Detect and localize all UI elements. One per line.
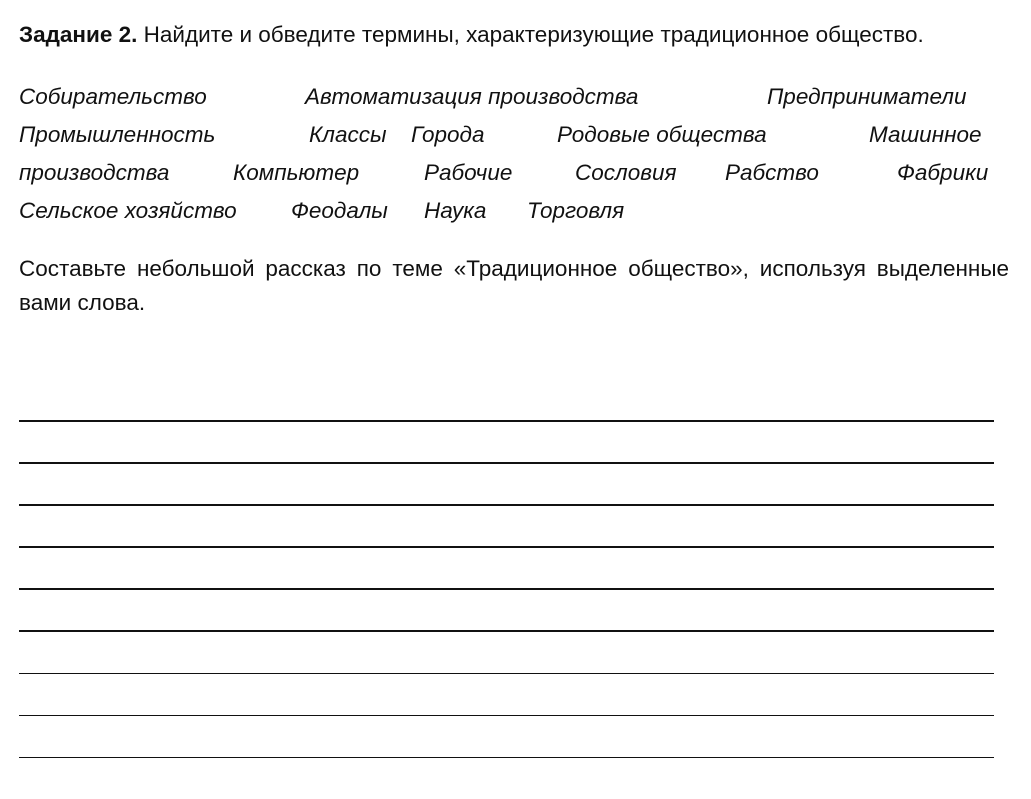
answer-line[interactable] bbox=[19, 715, 994, 717]
answer-line[interactable] bbox=[19, 630, 994, 632]
answer-lines[interactable] bbox=[19, 420, 994, 799]
terms-block bbox=[19, 78, 1009, 230]
task-heading bbox=[19, 18, 1009, 52]
term-item[interactable]: Торговля bbox=[527, 198, 625, 223]
term-item[interactable]: Предприниматели bbox=[767, 84, 967, 109]
answer-line[interactable] bbox=[19, 462, 994, 464]
term-item[interactable]: Автоматизация производства bbox=[305, 84, 639, 109]
answer-line[interactable] bbox=[19, 757, 994, 759]
term-item[interactable]: Собирательство bbox=[19, 84, 207, 109]
answer-line[interactable] bbox=[19, 420, 994, 422]
instruction-text: Составьте небольшой рассказ по теме «Традиционное общество», используя выделенные вами слова. bbox=[19, 256, 1009, 315]
task-text: Найдите и обведите термины, характеризующие традиционное общество. bbox=[137, 22, 924, 47]
task-label: Задание 2. bbox=[19, 22, 138, 47]
answer-line[interactable] bbox=[19, 588, 994, 590]
worksheet bbox=[19, 18, 1009, 320]
term-item[interactable]: Родовые общества bbox=[557, 122, 767, 147]
answer-line[interactable] bbox=[19, 546, 994, 548]
term-item[interactable]: Рабство bbox=[725, 160, 819, 185]
term-item[interactable]: Промышленность bbox=[19, 122, 216, 147]
term-item[interactable]: Машинное bbox=[869, 122, 982, 147]
term-item[interactable]: Наука bbox=[424, 198, 487, 223]
answer-line[interactable] bbox=[19, 504, 994, 506]
term-item[interactable]: Сельское хозяйство bbox=[19, 198, 237, 223]
term-item[interactable]: Сословия bbox=[575, 160, 677, 185]
term-item[interactable]: Классы bbox=[309, 122, 387, 147]
term-item[interactable]: Феодалы bbox=[291, 198, 388, 223]
term-item[interactable]: Фабрики bbox=[897, 160, 989, 185]
term-item[interactable]: Рабочие bbox=[424, 160, 513, 185]
term-item[interactable]: Компьютер bbox=[233, 160, 360, 185]
term-item[interactable]: Города bbox=[411, 122, 485, 147]
term-item[interactable]: производства bbox=[19, 160, 170, 185]
answer-line[interactable] bbox=[19, 673, 994, 675]
